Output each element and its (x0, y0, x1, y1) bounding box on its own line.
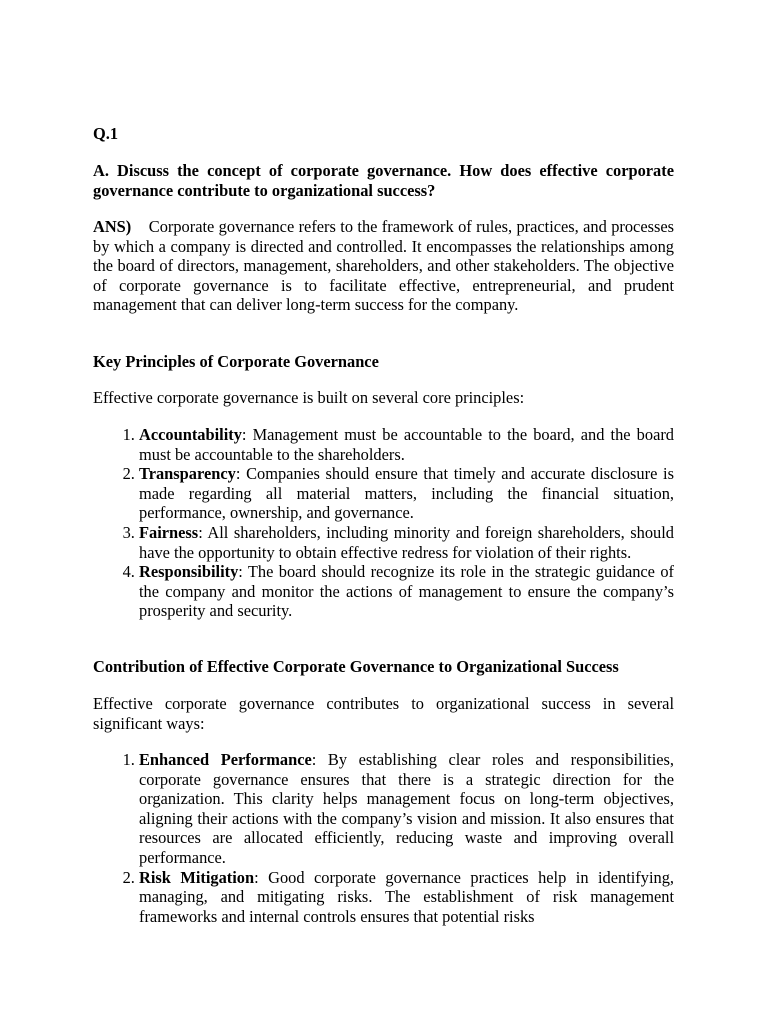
list-item (139, 562, 674, 621)
list-item-text: : Companies should ensure that timely and accurate disclosure is made regarding all material matters, including the financial situation, performance, ownership, and governance. (139, 464, 674, 523)
question-number: Q.1 (93, 124, 119, 143)
list-item-term: Transparency (139, 464, 236, 484)
list-item-term: Responsibility (139, 562, 239, 582)
list-item-term: Enhanced Performance (139, 750, 312, 769)
list-item (139, 750, 674, 868)
list-item-text: : The board should recognize its role in the strategic guidance of the company and monitor the actions of management to ensure the company’s prosperity and security. (139, 562, 674, 621)
contribution-heading: Contribution of Effective Corporate Governance to Organizational Success (93, 657, 619, 676)
answer-paragraph (93, 217, 674, 315)
list-item (139, 464, 674, 523)
list-item (139, 425, 674, 464)
principles-intro: Effective corporate governance is built on several core principles: (93, 388, 525, 407)
list-item-text: : By establishing clear roles and responsibilities, corporate governance ensures that there is a strategic direction for the organization. This clarity helps management focus on long-term objectives, aligning their actions with the company’s vision and mission. It also ensures that resources are allocated efficiently, reducing waste and improving overall performance. (139, 750, 675, 867)
question-text: A. Discuss the concept of corporate governance. How does effective corporate governance contribute to organizational success? (93, 161, 674, 200)
list-item (139, 868, 674, 927)
list-item-term: Accountability (139, 425, 242, 444)
contribution-list (93, 750, 674, 926)
answer-text: Corporate governance refers to the framework of rules, practices, and processes by which a company is directed and controlled. It encompasses the relationships among the board of directors, management, shareholders, and other stakeholders. The objective of corporate governance is to facilitate effective, entrepreneurial, and prudent management that can deliver long-term success for the company. (93, 217, 675, 315)
list-item-text: : Good corporate governance practices help in identifying, managing, and mitigating risks. The establishment of risk management frameworks and internal controls ensures that potential risks (139, 867, 675, 926)
list-item-term: Risk Mitigation (139, 867, 255, 887)
answer-label: ANS) (93, 217, 132, 236)
list-item (139, 523, 674, 562)
principles-heading: Key Principles of Corporate Governance (93, 352, 379, 371)
contribution-intro: Effective corporate governance contributes to organizational success in several significant ways: (93, 694, 674, 733)
list-item-term: Fairness (139, 522, 199, 542)
list-item-text: : Management must be accountable to the board, and the board must be accountable to the shareholders. (139, 425, 674, 464)
principles-list (93, 425, 674, 621)
list-item-text: : All shareholders, including minority and foreign shareholders, should have the opportunity to obtain effective redress for violation of their rights. (139, 522, 674, 562)
